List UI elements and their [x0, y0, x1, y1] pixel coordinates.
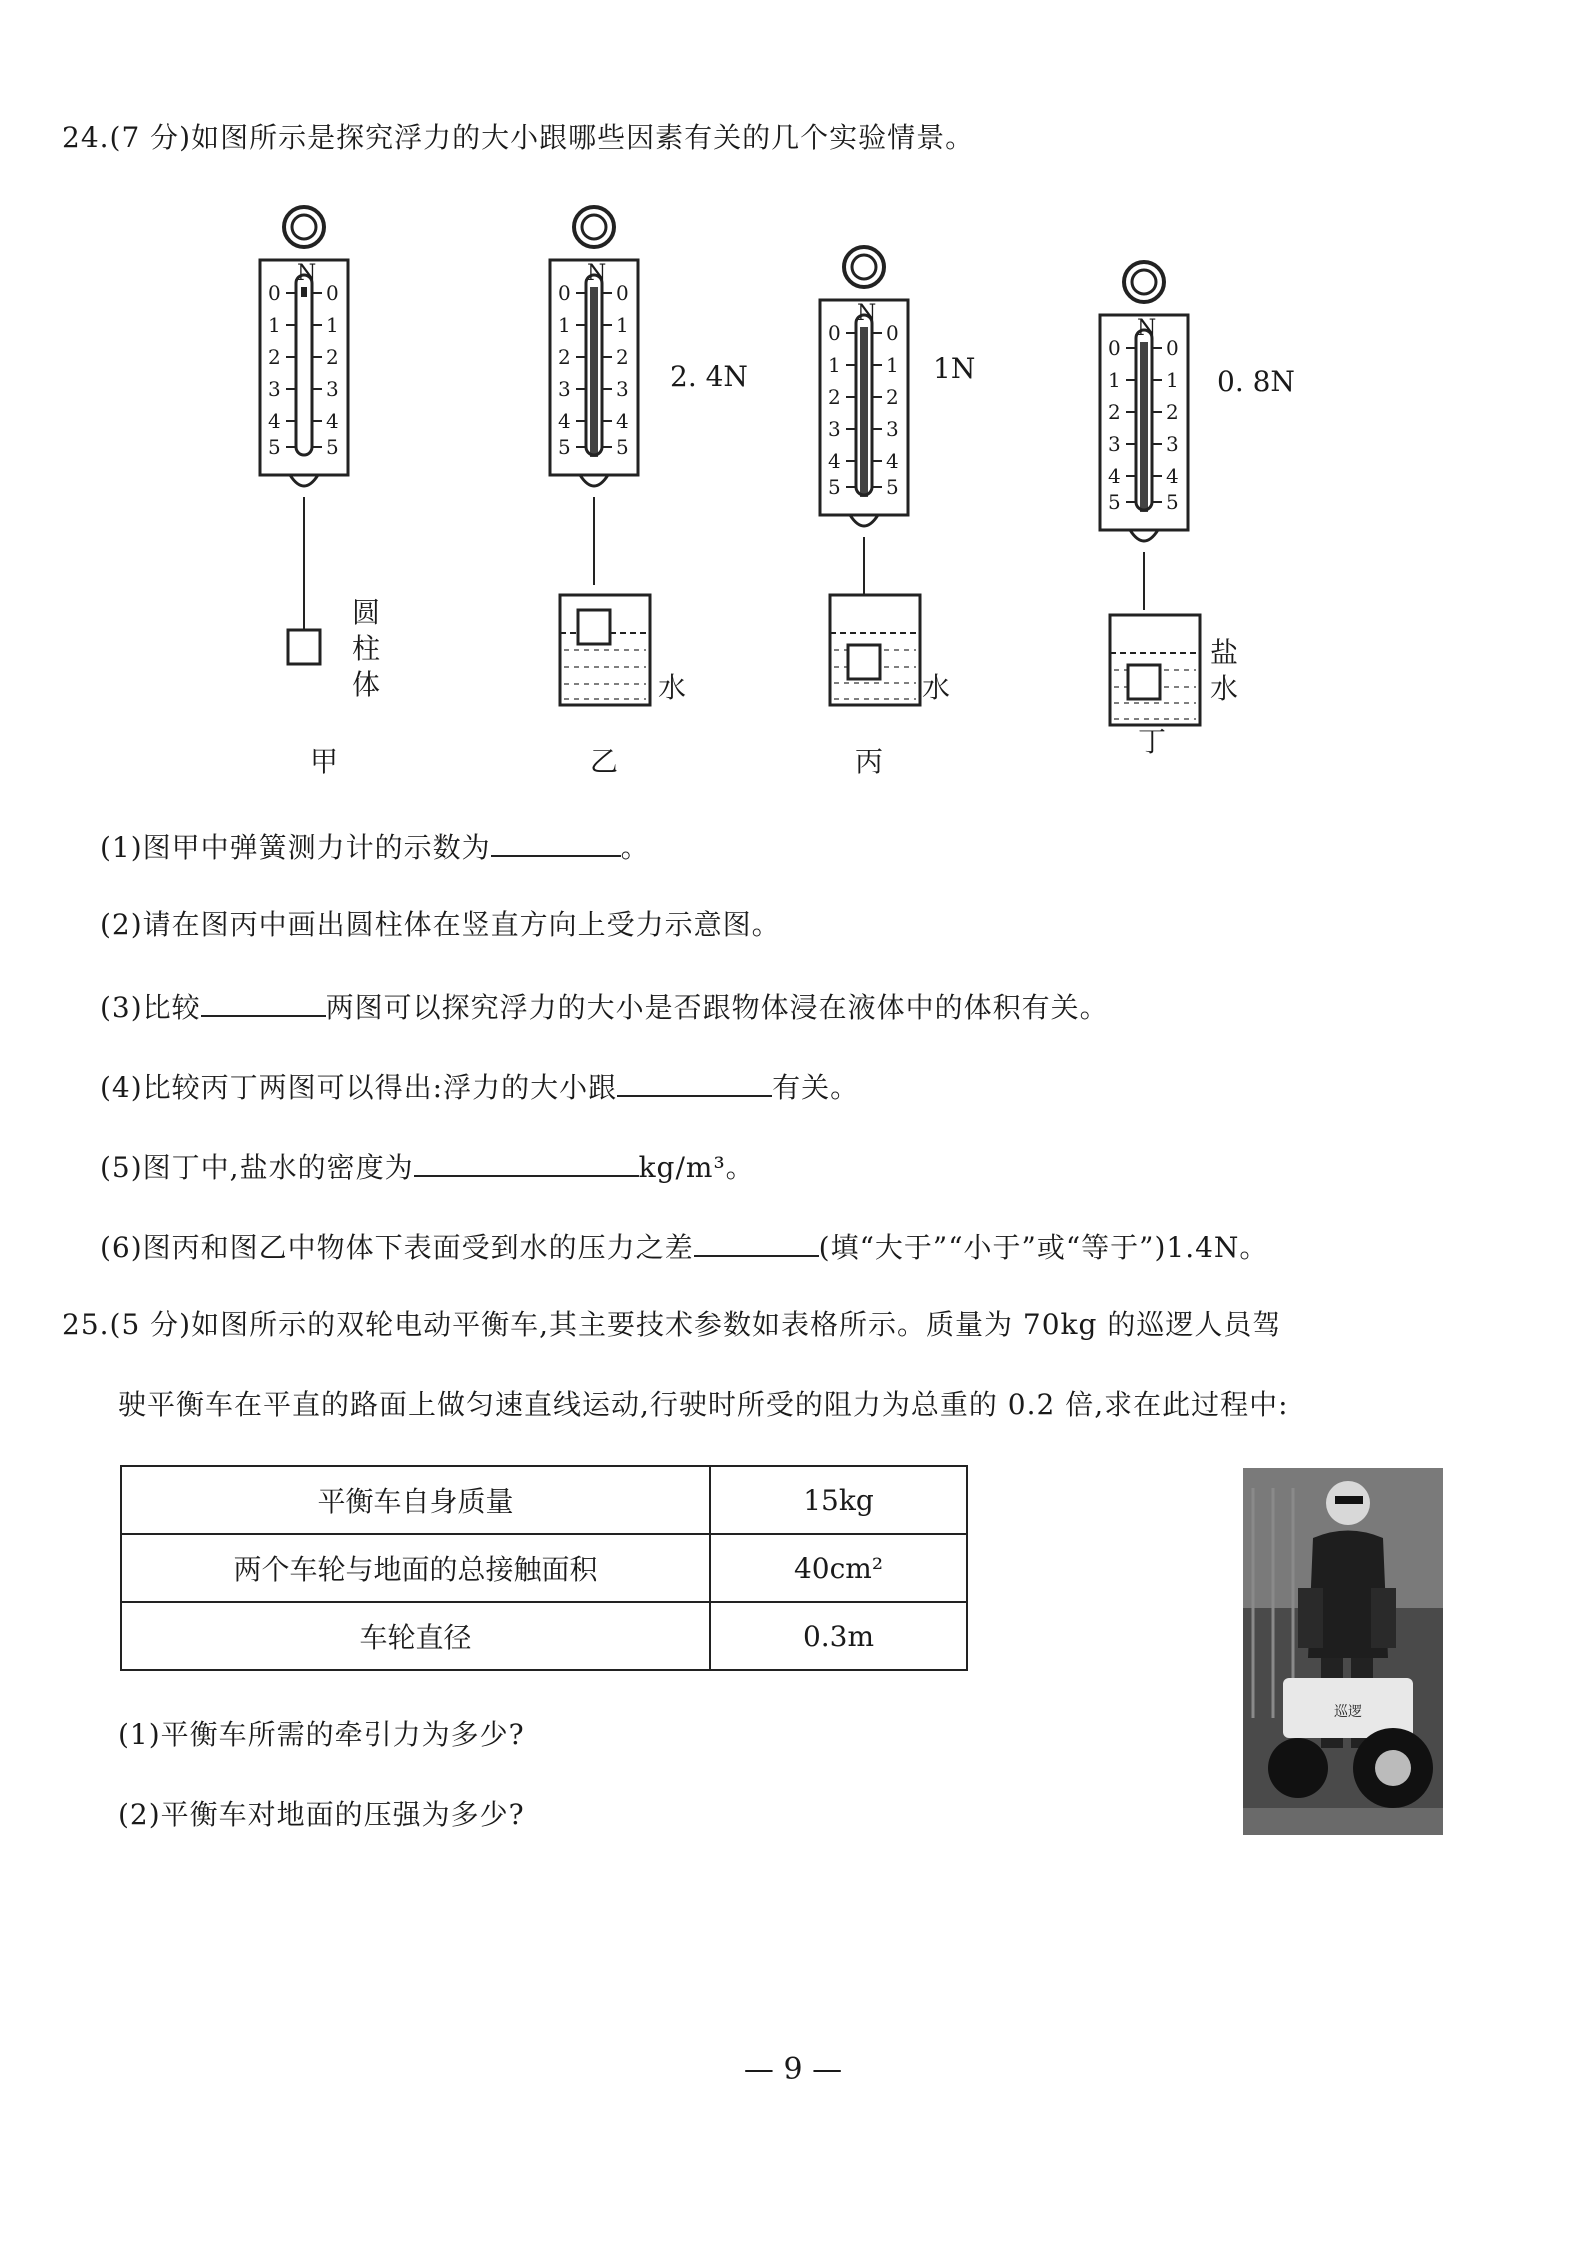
scale-tick-label: 4 [1108, 464, 1121, 488]
caption-jia: 甲 [310, 745, 339, 778]
object-label: 圆柱体 [352, 596, 381, 701]
scale-tick-label: 3 [558, 377, 571, 401]
scale-tick-label: 2 [828, 385, 841, 409]
scale-tick-label: 4 [886, 449, 899, 473]
scale-tick-label: 5 [326, 435, 339, 459]
q25-line1: 25.(5 分)如图所示的双轮电动平衡车,其主要技术参数如表格所示。质量为 70kg 的巡逻人员驾 [62, 1308, 1282, 1341]
scale-tick-label: 5 [1166, 490, 1179, 514]
table-row [121, 1466, 967, 1534]
answer-blank-3[interactable] [201, 985, 326, 1017]
scale-tick-label: 5 [1108, 490, 1121, 514]
scale-tick-label: 0 [616, 281, 629, 305]
scale-tick-label: 1 [616, 313, 629, 337]
scale-tick-label: 0 [1166, 336, 1179, 360]
scale-tick-label: 5 [616, 435, 629, 459]
scale-tick-label: 4 [558, 409, 571, 433]
q24-part1: (1)图甲中弹簧测力计的示数为 。 [100, 825, 650, 868]
scale-top-label-jia: N [297, 261, 317, 286]
scale-tick-label: 1 [268, 313, 281, 337]
spec-table [120, 1465, 968, 1671]
scale-top-label-yi: N [587, 261, 607, 286]
answer-blank-4[interactable] [617, 1065, 772, 1097]
reading-ding: 0. 8N [1217, 365, 1295, 398]
q24-title: 24.(7 分)如图所示是探究浮力的大小跟哪些因素有关的几个实验情景。 [62, 121, 975, 154]
experiment-diagram [180, 195, 1380, 795]
caption-bing: 丙 [855, 745, 884, 778]
liquid-label-yi: 水 [658, 671, 687, 704]
scale-tick-label: 5 [828, 475, 841, 499]
scale-tick-label: 3 [828, 417, 841, 441]
scale-tick-label: 2 [326, 345, 339, 369]
scale-tick-label: 0 [886, 321, 899, 345]
q25-part2: (2)平衡车对地面的压强为多少? [118, 1798, 525, 1831]
scale-tick-label: 1 [828, 353, 841, 377]
q24-part5: (5)图丁中,盐水的密度为 kg/m³。 [100, 1145, 755, 1188]
table-cell-value: 15kg [710, 1466, 967, 1534]
q24-part3: (3)比较 两图可以探究浮力的大小是否跟物体浸在液体中的体积有关。 [100, 985, 1109, 1028]
scale-tick-label: 4 [268, 409, 281, 433]
scale-tick-label: 0 [1108, 336, 1121, 360]
liquid-label-ding: 盐水 [1210, 636, 1239, 705]
photo-text: 巡逻 [1334, 1704, 1362, 1720]
table-cell-value: 40cm² [710, 1534, 967, 1602]
scale-tick-label: 2 [1108, 400, 1121, 424]
scale-tick-label: 3 [1108, 432, 1121, 456]
scale-tick-label: 1 [1108, 368, 1121, 392]
q25-part1: (1)平衡车所需的牵引力为多少? [118, 1718, 525, 1751]
table-cell-name: 平衡车自身质量 [121, 1466, 710, 1534]
scale-tick-label: 3 [616, 377, 629, 401]
reading-yi: 2. 4N [670, 360, 748, 393]
q24-part2: (2)请在图丙中画出圆柱体在竖直方向上受力示意图。 [100, 908, 781, 941]
scale-top-label-ding: N [1137, 316, 1157, 341]
q24-part4: (4)比较丙丁两图可以得出:浮力的大小跟 有关。 [100, 1065, 859, 1108]
scale-tick-label: 3 [326, 377, 339, 401]
scale-tick-label: 0 [828, 321, 841, 345]
scale-tick-label: 5 [886, 475, 899, 499]
answer-blank-6[interactable] [694, 1225, 819, 1257]
scale-top-label-bing: N [857, 301, 877, 326]
table-cell-name: 车轮直径 [121, 1602, 710, 1670]
q24-part6: (6)图丙和图乙中物体下表面受到水的压力之差 (填“大于”“小于”或“等于”)1.4N。 [100, 1225, 1268, 1268]
scale-tick-label: 3 [886, 417, 899, 441]
answer-blank-1[interactable] [491, 825, 621, 857]
spring-scale-figure [180, 195, 1380, 795]
table-row [121, 1534, 967, 1602]
scale-tick-label: 0 [268, 281, 281, 305]
scale-tick-label: 4 [326, 409, 339, 433]
scooter-image [1243, 1468, 1443, 1835]
scale-tick-label: 4 [616, 409, 629, 433]
caption-yi: 乙 [590, 745, 619, 778]
scale-tick-label: 4 [1166, 464, 1179, 488]
scale-tick-label: 0 [558, 281, 571, 305]
caption-ding: 丁 [1138, 725, 1167, 758]
scale-tick-label: 2 [616, 345, 629, 369]
scale-tick-label: 5 [558, 435, 571, 459]
page-number: — 9 — [743, 2052, 843, 2087]
table-cell-value: 0.3m [710, 1602, 967, 1670]
scale-tick-label: 3 [1166, 432, 1179, 456]
scale-tick-label: 2 [886, 385, 899, 409]
answer-blank-5[interactable] [414, 1145, 639, 1177]
balance-scooter-photo [1243, 1468, 1443, 1835]
scale-tick-label: 0 [326, 281, 339, 305]
table-cell-name: 两个车轮与地面的总接触面积 [121, 1534, 710, 1602]
liquid-label-bing: 水 [922, 671, 951, 704]
q25-line2: 驶平衡车在平直的路面上做匀速直线运动,行驶时所受的阻力为总重的 0.2 倍,求在此过程中: [118, 1388, 1289, 1421]
scale-tick-label: 2 [268, 345, 281, 369]
scale-tick-label: 3 [268, 377, 281, 401]
table-row [121, 1602, 967, 1670]
scale-tick-label: 2 [558, 345, 571, 369]
scale-tick-label: 1 [886, 353, 899, 377]
scale-tick-label: 4 [828, 449, 841, 473]
scale-tick-label: 1 [1166, 368, 1179, 392]
reading-bing: 1N [933, 352, 976, 385]
scale-tick-label: 1 [558, 313, 571, 337]
scale-tick-label: 2 [1166, 400, 1179, 424]
scale-tick-label: 5 [268, 435, 281, 459]
scale-tick-label: 1 [326, 313, 339, 337]
